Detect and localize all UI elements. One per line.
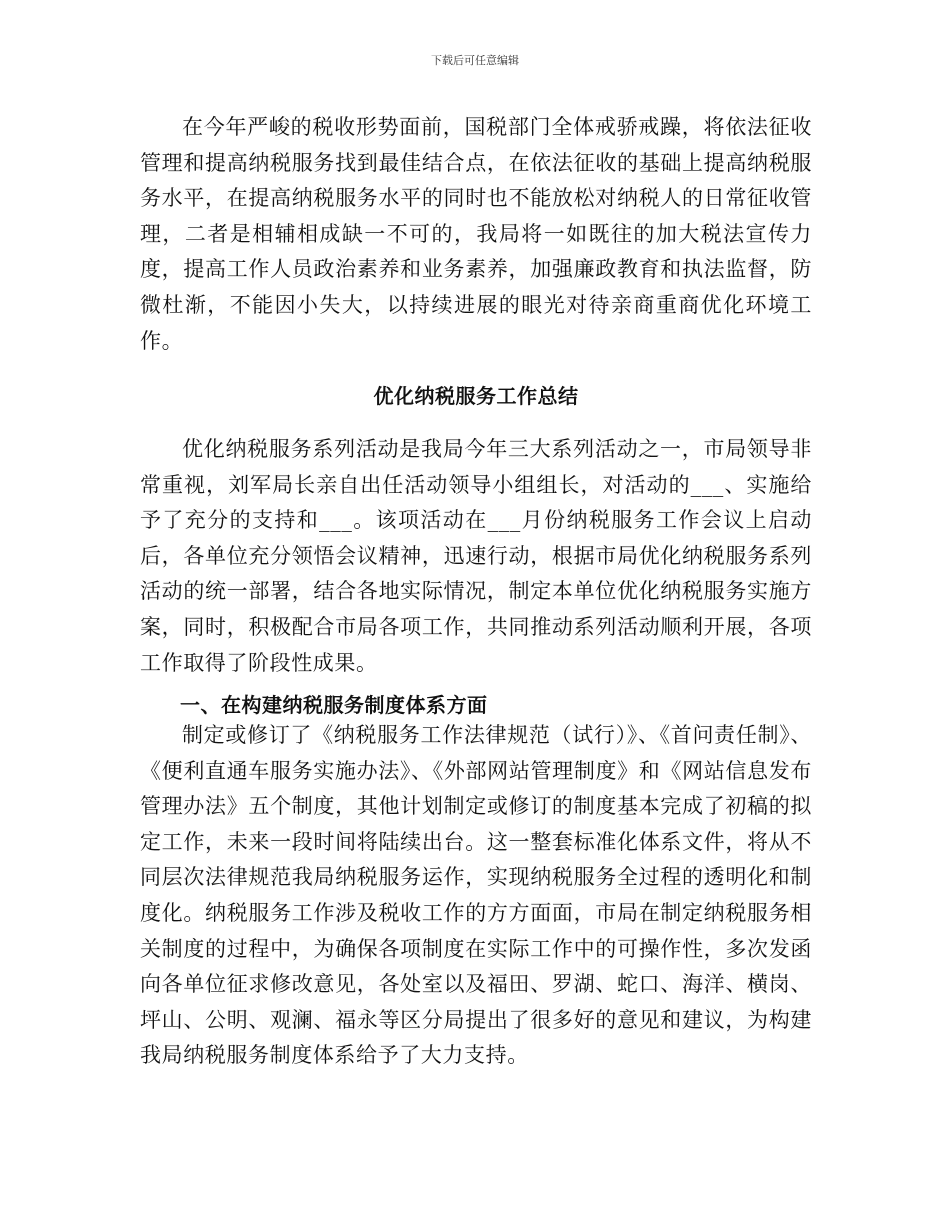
paragraph-activity-overview: 优化纳税服务系列活动是我局今年三大系列活动之一，市局领导非常重视，刘军局长亲自出任活动领导小组组长，对活动的___、实施给予了充分的支持和___。该项活动在___月份纳税服务工作会议上启动后，各单位充分领悟会议精神，迅速行动，根据市局优化纳税服务系列活动的统一部署，结合各地实际情况，制定本单位优化纳税服务实施方案，同时，积极配合市局各项工作，共同推动系列活动顺利开展，各项工作取得了阶段性成果。 (140, 437, 812, 675)
paragraph-tax-situation: 在今年严峻的税收形势面前，国税部门全体戒骄戒躁，将依法征收管理和提高纳税服务找到最佳结合点，在依法征收的基础上提高纳税服务水平，在提高纳税服务水平的同时也不能放松对纳税人的日常征收管理，二者是相辅相成缺一不可的，我局将一如既往的加大税法宣传力度，提高工作人员政治素养和业务素养，加强廉政教育和执法监督，防微杜渐，不能因小失大，以持续进展的眼光对待亲商重商优化环境工作。 (140, 115, 812, 353)
document-title: 优化纳税服务工作总结 (373, 384, 579, 408)
paragraph-system-building: 制定或修订了《纳税服务工作法律规范（试行）》、《首问责任制》、《便利直通车服务实施办法》、《外部网站管理制度》和《网站信息发布管理办法》五个制度，其他计划制定或修订的制度基本完成了初稿的拟定工作，未来一段时间将陆续出台。这一整套标准化体系文件，将从不同层次法律规范我局纳税服务运作，实现纳税服务全过程的透明化和制度化。纳税服务工作涉及税收工作的方方面面，市局在制定纳税服务相关制度的过程中，为确保各项制度在实际工作中的可操作性，多次发函向各单位征求修改意见，各处室以及福田、罗湖、蛇口、海洋、横岗、坪山、公明、观澜、福永等区分局提出了很多好的意见和建议，为构建我局纳税服务制度体系给予了大力支持。 (140, 723, 812, 1068)
section-heading-system: 一、在构建纳税服务制度体系方面 (180, 693, 488, 717)
page-header-note: 下载后可任意编辑 (431, 54, 519, 67)
